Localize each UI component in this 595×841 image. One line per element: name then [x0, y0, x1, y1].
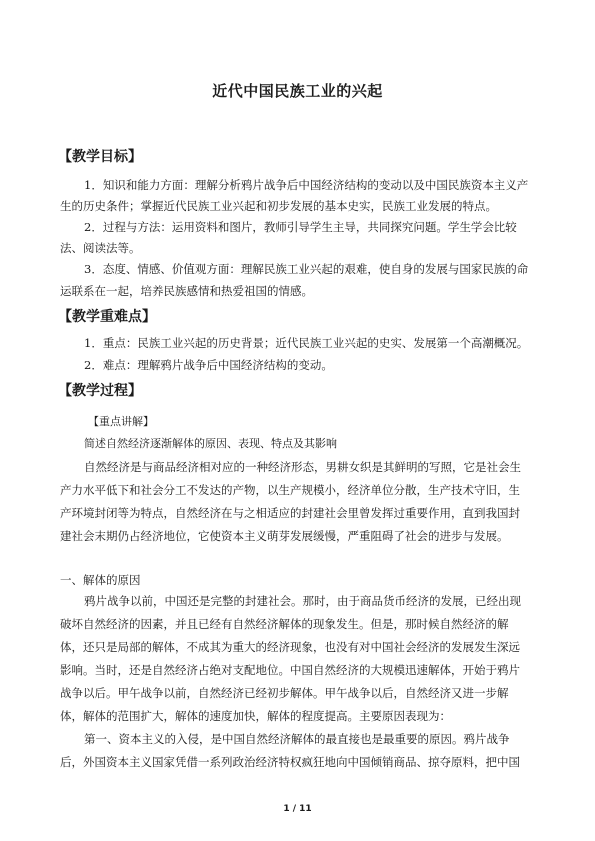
key-points-heading: 【教学重难点】 — [58, 309, 156, 325]
section-heading-causes: 一、解体的原因 — [60, 573, 141, 587]
body-line: 战争以后。甲午战争以前，自然经济已经初步解体。甲午战争以后，自然经济又进一步解 — [60, 686, 509, 700]
page-title: 近代中国民族工业的兴起 — [212, 82, 383, 100]
key-points-line: 2．难点：理解鸦片战争后中国经济结构的变动。 — [84, 358, 333, 372]
objectives-line: 3．态度、情感、价值观方面：理解民族工业兴起的艰难，使自身的发展与国家民族的命 — [84, 262, 529, 276]
body-line: 破坏自然经济的因素，并且已经有自然经济解体的现象发生。但是，那时候自然经济的解 — [60, 617, 509, 631]
intro-line: 建社会末期仍占经济地位，它使资本主义萌芽发展缓慢，严重阻碍了社会的进步与发展。 — [60, 529, 509, 543]
body-line: 体，还只是局部的解体，不成其为重大的经济现象，也没有对中国社会经济的发展发生深远 — [60, 640, 520, 654]
key-explanation-tag: 【重点讲解】 — [88, 415, 154, 428]
body-line: 第一、资本主义的入侵，是中国自然经济解体的最直接也是最重要的原因。鸦片战争 — [84, 732, 510, 746]
process-heading: 【教学过程】 — [58, 383, 142, 399]
objectives-line: 1．知识和能力方面：理解分析鸦片战争后中国经济结构的变动以及中国民族资本主义产 — [84, 178, 529, 192]
objectives-heading: 【教学目标】 — [58, 149, 142, 165]
intro-line: 产力水平低下和社会分工不发达的产物，以生产规模小，经济单位分散，生产技术守旧，生 — [60, 483, 520, 497]
intro-line: 产环境封闭等为特点，自然经济在与之相适应的封建社会里曾发挥过重要作用，直到我国封 — [60, 506, 520, 520]
intro-line: 自然经济是与商品经济相对应的一种经济形态，男耕女织是其鲜明的写照，它是社会生 — [84, 460, 521, 474]
process-subtitle: 简述自然经济逐渐解体的原因、表现、特点及其影响 — [84, 437, 337, 450]
body-line: 鸦片战争以前，中国还是完整的封建社会。那时，由于商品货币经济的发展，已经出现 — [84, 594, 521, 608]
key-points-line: 1．重点：民族工业兴起的历史背景；近代民族工业兴起的史实、发展第一个高潮概况。 — [84, 336, 529, 350]
objectives-line: 2．过程与方法：运用资料和图片，教师引导学生主导，共同探究问题。学生学会比较 — [84, 220, 517, 234]
page-number: 1 / 11 — [283, 804, 312, 814]
body-line: 影响。当时，还是自然经济占绝对支配地位。中国自然经济的大规模迅速解体，开始于鸦片 — [60, 663, 520, 677]
objectives-line: 生的历史条件；掌握近代民族工业兴起和初步发展的基本史实，民族工业发展的特点。 — [60, 199, 497, 213]
objectives-line: 法、阅读法等。 — [60, 241, 141, 255]
objectives-line: 运联系在一起，培养民族感情和热爱祖国的情感。 — [60, 284, 313, 298]
body-line: 后，外国资本主义国家凭借一系列政治经济特权疯狂地向中国倾销商品、掠夺原料，把中国 — [60, 755, 520, 769]
body-line: 体，解体的范围扩大，解体的速度加快，解体的程度提高。主要原因表现为： — [60, 709, 451, 723]
